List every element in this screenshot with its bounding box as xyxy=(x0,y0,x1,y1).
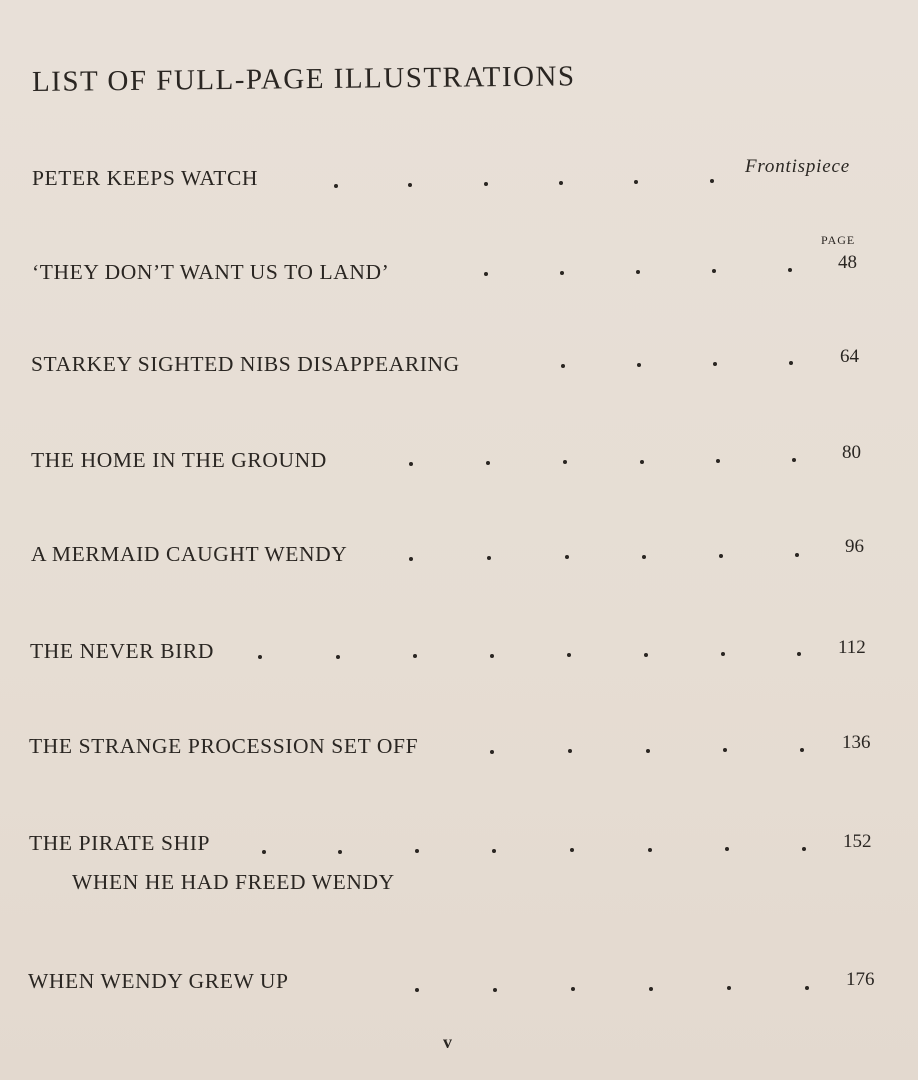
entry-title: THE NEVER BIRD xyxy=(30,639,214,663)
page-heading: LIST OF FULL-PAGE ILLUSTRATIONS xyxy=(31,60,576,98)
entry-page: 80 xyxy=(842,442,861,463)
illustration-entry xyxy=(0,536,918,582)
entry-page: Frontispiece xyxy=(745,156,850,177)
leader-dot xyxy=(262,850,266,854)
entry-page: 176 xyxy=(846,969,875,990)
illustration-entry xyxy=(0,639,918,679)
leader-dot xyxy=(649,987,653,991)
leader-dot xyxy=(338,850,342,854)
leader-dot xyxy=(636,270,640,274)
entry-page: 48 xyxy=(838,252,857,273)
leader-dot xyxy=(570,848,574,852)
entry-page: 64 xyxy=(840,346,859,367)
leader-dot xyxy=(492,849,496,853)
leader-dot xyxy=(644,653,648,657)
illustration-entry xyxy=(0,734,918,774)
leader-dot xyxy=(408,183,412,187)
illustration-entry xyxy=(0,156,918,206)
leader-dot xyxy=(487,556,491,560)
leader-dot xyxy=(725,847,729,851)
leader-dot xyxy=(493,988,497,992)
illustration-entry xyxy=(0,252,918,300)
leader-dot xyxy=(568,749,572,753)
leader-dot xyxy=(721,652,725,656)
leader-dot xyxy=(716,459,720,463)
leader-dot xyxy=(646,749,650,753)
leader-dot xyxy=(415,988,419,992)
leader-dot xyxy=(409,557,413,561)
leader-dot xyxy=(805,986,809,990)
leader-dot xyxy=(723,748,727,752)
illustration-entry xyxy=(0,346,918,392)
leader-dot xyxy=(642,555,646,559)
leader-dot xyxy=(490,654,494,658)
entry-title: THE PIRATE SHIP xyxy=(29,831,211,855)
entry-title: PETER KEEPS WATCH xyxy=(32,166,259,190)
entry-page: 96 xyxy=(845,536,864,557)
leader-dot xyxy=(634,180,638,184)
folio-page-number: v xyxy=(443,1032,452,1052)
leader-dot xyxy=(719,554,723,558)
leader-dot xyxy=(561,364,565,368)
entry-page: 136 xyxy=(842,732,871,753)
leader-dot xyxy=(563,460,567,464)
leader-dot xyxy=(727,986,731,990)
leader-dot xyxy=(334,184,338,188)
leader-dot xyxy=(713,362,717,366)
entry-title: THE HOME IN THE GROUND xyxy=(31,448,327,472)
leader-dot xyxy=(565,555,569,559)
entry-title: ‘THEY DON’T WANT US TO LAND’ xyxy=(32,260,390,284)
leader-dot xyxy=(413,654,417,658)
leader-dot xyxy=(567,653,571,657)
entry-page: 152 xyxy=(843,831,872,852)
leader-dot xyxy=(258,655,262,659)
leader-dot xyxy=(788,268,792,272)
leader-dot xyxy=(637,363,641,367)
leader-dot xyxy=(800,748,804,752)
leader-dot xyxy=(792,458,796,462)
leader-dot xyxy=(559,181,563,185)
entry-subtitle: WHEN HE HAD FREED WENDY xyxy=(72,870,395,894)
leader-dot xyxy=(415,849,419,853)
illustration-entry xyxy=(0,442,918,488)
entry-title: THE STRANGE PROCESSION SET OFF xyxy=(29,734,419,758)
entry-title: WHEN WENDY GREW UP xyxy=(28,969,289,993)
leader-dot xyxy=(797,652,801,656)
leader-dot xyxy=(710,179,714,183)
leader-dot xyxy=(802,847,806,851)
leader-dot xyxy=(571,987,575,991)
leader-dot xyxy=(336,655,340,659)
leader-dot xyxy=(560,271,564,275)
leader-dot xyxy=(409,462,413,466)
illustration-entry xyxy=(0,969,918,1009)
illustration-entry xyxy=(0,831,918,894)
entry-title: A MERMAID CAUGHT WENDY xyxy=(31,542,348,566)
leader-dot xyxy=(789,361,793,365)
leader-dot xyxy=(490,750,494,754)
leader-dot xyxy=(640,460,644,464)
leader-dot xyxy=(486,461,490,465)
leader-dot xyxy=(484,182,488,186)
entry-title: STARKEY SIGHTED NIBS DISAPPEARING xyxy=(31,352,460,376)
leader-dot xyxy=(648,848,652,852)
leader-dot xyxy=(484,272,488,276)
entry-page: 112 xyxy=(838,637,866,658)
leader-dot xyxy=(712,269,716,273)
page-column-label: PAGE xyxy=(821,233,856,247)
leader-dot xyxy=(795,553,799,557)
